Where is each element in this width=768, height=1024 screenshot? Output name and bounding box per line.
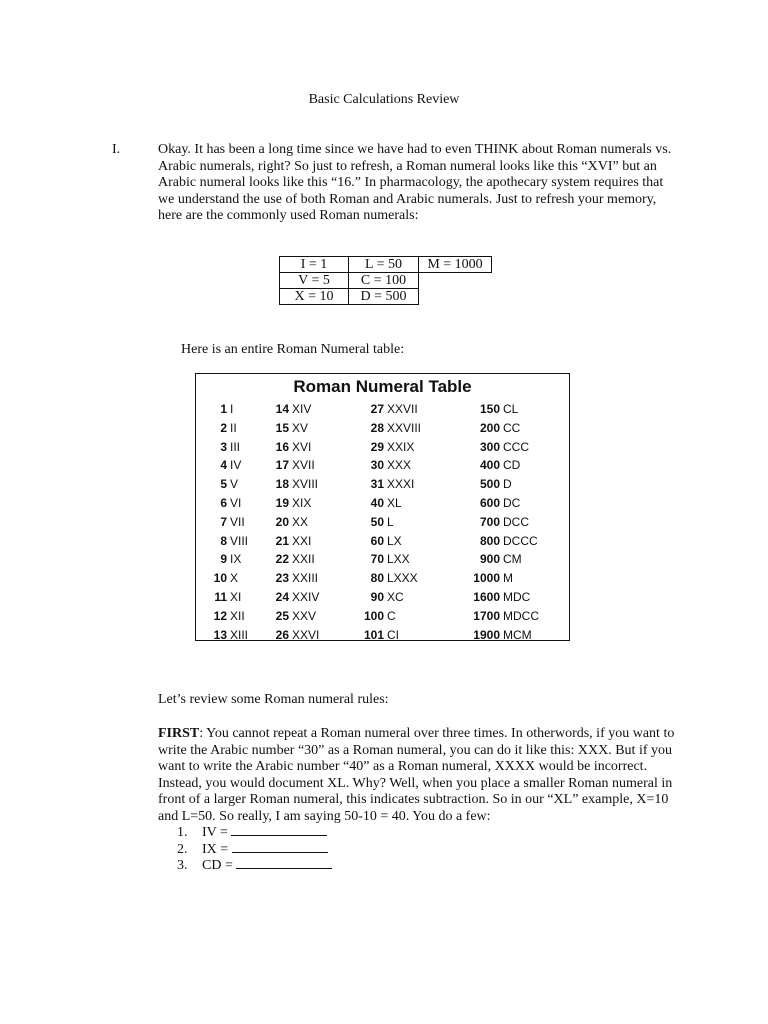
arabic-number: 31 xyxy=(370,477,384,492)
roman-table-row xyxy=(200,588,248,607)
roman-table-row xyxy=(200,475,248,494)
roman-numeral: XIX xyxy=(292,495,312,510)
roman-table-row xyxy=(268,438,319,457)
common-numerals-cell xyxy=(419,273,492,289)
roman-numeral: LX xyxy=(387,533,402,548)
answer-blank[interactable] xyxy=(231,824,327,836)
roman-table-row xyxy=(360,419,421,438)
roman-numeral: IX xyxy=(230,552,242,567)
roman-table-row xyxy=(268,513,319,532)
first-rule xyxy=(158,726,688,825)
exercise-item xyxy=(177,824,332,841)
roman-numeral: CI xyxy=(387,627,399,642)
roman-table-row xyxy=(360,626,421,645)
common-numerals-cell: I = 1 xyxy=(280,257,349,273)
roman-numeral: XXX xyxy=(387,458,412,473)
roman-numeral: XIII xyxy=(230,627,249,642)
roman-numeral: XVIII xyxy=(292,477,319,492)
roman-numeral: XX xyxy=(292,514,309,529)
arabic-number: 600 xyxy=(479,495,500,510)
roman-numeral: DCC xyxy=(503,514,529,529)
roman-table-row xyxy=(360,456,421,475)
arabic-number: 3 xyxy=(220,439,227,454)
common-numerals-cell: X = 10 xyxy=(280,289,349,305)
arabic-number: 2 xyxy=(220,420,227,435)
roman-table-row xyxy=(200,494,248,513)
roman-numeral: C xyxy=(387,608,396,623)
common-numerals-cell: M = 1000 xyxy=(419,257,492,273)
exercise-list xyxy=(177,824,332,874)
roman-table-row xyxy=(360,550,421,569)
arabic-number: 24 xyxy=(275,589,289,604)
arabic-number: 28 xyxy=(370,420,384,435)
roman-table-row xyxy=(360,494,421,513)
roman-numeral: DCCC xyxy=(503,533,538,548)
exercise-text: CD = xyxy=(202,858,233,873)
intro-text: Okay. It has been a long time since we have had to even THINK about Roman numerals vs. Arabic numerals, right? So just to refresh, a Roman numeral looks like this “XVI” but an Arabic numeral looks like this “16.” In pharmacology, the apothecary system requires that we understand the use of both Roman and Arabic numerals. Just to refresh your memory, here are the commonly used Roman numerals: xyxy=(158,142,672,223)
roman-numeral: CD xyxy=(503,458,521,473)
arabic-number: 700 xyxy=(479,514,500,529)
roman-table-row xyxy=(200,532,248,551)
roman-numeral: VII xyxy=(230,514,245,529)
arabic-number: 12 xyxy=(213,608,227,623)
roman-table-row xyxy=(268,532,319,551)
roman-numeral: XXI xyxy=(292,533,312,548)
common-numerals-table xyxy=(279,256,492,305)
roman-table-row xyxy=(268,626,319,645)
section-number: I. xyxy=(112,142,121,157)
roman-table-row xyxy=(268,456,319,475)
roman-table-row xyxy=(200,626,248,645)
roman-table-row xyxy=(470,456,539,475)
arabic-number: 21 xyxy=(275,533,289,548)
roman-table-row xyxy=(360,400,421,419)
roman-numeral: VI xyxy=(230,495,242,510)
arabic-number: 23 xyxy=(275,571,289,586)
roman-numeral: MDC xyxy=(503,589,531,604)
common-numerals-cell: C = 100 xyxy=(349,273,419,289)
roman-numeral: D xyxy=(503,477,512,492)
exercise-number: 2. xyxy=(177,841,188,857)
roman-numeral: L xyxy=(387,514,394,529)
roman-table-row xyxy=(470,438,539,457)
table-intro: Here is an entire Roman Numeral table: xyxy=(181,342,405,357)
exercise-number: 3. xyxy=(177,858,188,873)
arabic-number: 10 xyxy=(213,571,227,586)
roman-numeral: V xyxy=(230,477,239,492)
first-rule-text: : You cannot repeat a Roman numeral over three times. In otherwords, if you want to write the Arabic number “30” as a Roman numeral, you can do it like this: XXX. But if you want to write the Arabic number “40” as a Roman numeral, XXXX would be incorrect. Instead, you would document XL. Why? Well, when you place a smaller Roman numeral in front of a larger Roman numeral, this indicates subtraction. So in our “XL” example, X=10 and L=50. So really, I am saying 50-10 = 40. You do a few: xyxy=(158,726,675,824)
arabic-number: 15 xyxy=(275,420,289,435)
roman-numeral: XIV xyxy=(292,402,312,416)
arabic-number: 20 xyxy=(275,514,289,529)
roman-table-column xyxy=(268,400,319,644)
arabic-number: 50 xyxy=(370,514,384,529)
arabic-number: 26 xyxy=(275,627,289,642)
roman-table-row xyxy=(360,438,421,457)
roman-numeral: VIII xyxy=(230,533,249,548)
arabic-number: 1 xyxy=(220,402,227,416)
roman-numeral: XV xyxy=(292,420,309,435)
roman-numeral: MDCC xyxy=(503,608,539,623)
arabic-number: 13 xyxy=(213,627,227,642)
roman-table-row xyxy=(360,532,421,551)
roman-numeral: XL xyxy=(387,495,402,510)
arabic-number: 29 xyxy=(370,439,384,454)
common-numerals-row xyxy=(280,289,492,305)
roman-table-row xyxy=(200,456,248,475)
common-numerals-cell: D = 500 xyxy=(349,289,419,305)
common-numerals-row xyxy=(280,257,492,273)
arabic-number: 1600 xyxy=(473,589,500,604)
arabic-number: 17 xyxy=(275,458,289,473)
roman-table-row xyxy=(268,419,319,438)
roman-table-row xyxy=(360,475,421,494)
answer-blank[interactable] xyxy=(232,841,328,853)
roman-table-row xyxy=(360,569,421,588)
common-numerals-cell xyxy=(419,289,492,305)
roman-table-row xyxy=(268,494,319,513)
arabic-number: 7 xyxy=(220,514,227,529)
common-numerals-cell: L = 50 xyxy=(349,257,419,273)
roman-numeral: CC xyxy=(503,420,521,435)
roman-numeral: X xyxy=(230,571,239,586)
roman-table-row xyxy=(470,513,539,532)
arabic-number: 100 xyxy=(363,608,384,623)
roman-numeral: XXIV xyxy=(292,589,320,604)
exercise-item xyxy=(177,857,332,874)
arabic-number: 800 xyxy=(479,533,500,548)
roman-table-row xyxy=(200,513,248,532)
roman-table-row xyxy=(268,588,319,607)
roman-table-row xyxy=(470,607,539,626)
roman-table-row xyxy=(470,550,539,569)
roman-table-column xyxy=(360,400,421,644)
roman-table-row xyxy=(268,400,319,419)
roman-table-row xyxy=(360,513,421,532)
roman-table-row xyxy=(268,569,319,588)
arabic-number: 27 xyxy=(370,402,384,416)
roman-numeral: XXVI xyxy=(292,627,320,642)
exercise-number: 1. xyxy=(177,825,188,840)
roman-numeral: XXVII xyxy=(387,402,418,416)
arabic-number: 150 xyxy=(479,402,500,416)
roman-table-row xyxy=(200,438,248,457)
roman-table-row xyxy=(200,569,248,588)
roman-table-row xyxy=(470,475,539,494)
arabic-number: 200 xyxy=(479,420,500,435)
roman-table-row xyxy=(200,419,248,438)
arabic-number: 900 xyxy=(479,552,500,567)
page-title: Basic Calculations Review xyxy=(308,92,460,107)
roman-numeral: II xyxy=(230,420,237,435)
rules-intro: Let’s review some Roman numeral rules: xyxy=(158,692,389,707)
roman-table-row xyxy=(470,569,539,588)
arabic-number: 9 xyxy=(220,552,227,567)
roman-table-row xyxy=(360,588,421,607)
roman-table-row xyxy=(470,400,539,419)
arabic-number: 40 xyxy=(370,495,384,510)
roman-numeral: XI xyxy=(230,589,242,604)
roman-numeral: XII xyxy=(230,608,245,623)
arabic-number: 19 xyxy=(275,495,289,510)
roman-table-row xyxy=(200,550,248,569)
roman-numeral: XXIII xyxy=(292,571,319,586)
roman-numeral: CL xyxy=(503,402,519,416)
roman-numeral: XXV xyxy=(292,608,317,623)
roman-numeral: MCM xyxy=(503,627,532,642)
common-numerals-row xyxy=(280,273,492,289)
roman-table-row xyxy=(470,588,539,607)
roman-numeral: XXXI xyxy=(387,477,415,492)
roman-numeral: XXVIII xyxy=(387,420,422,435)
roman-table-column xyxy=(470,400,539,644)
roman-table-row xyxy=(360,607,421,626)
answer-blank[interactable] xyxy=(236,857,332,869)
arabic-number: 400 xyxy=(479,458,500,473)
roman-numeral: I xyxy=(230,402,234,416)
arabic-number: 11 xyxy=(214,589,227,604)
roman-numeral: XXIX xyxy=(387,439,415,454)
arabic-number: 4 xyxy=(220,458,227,473)
common-numerals-cell: V = 5 xyxy=(280,273,349,289)
arabic-number: 60 xyxy=(370,533,384,548)
roman-numeral: DC xyxy=(503,495,521,510)
roman-numeral: XXII xyxy=(292,552,315,567)
arabic-number: 300 xyxy=(479,439,500,454)
roman-table-row xyxy=(268,550,319,569)
roman-numeral-table xyxy=(195,373,570,641)
roman-numeral: M xyxy=(503,571,513,586)
roman-numeral: LXXX xyxy=(387,571,418,586)
roman-table-row xyxy=(268,607,319,626)
arabic-number: 5 xyxy=(220,477,227,492)
roman-numeral: XC xyxy=(387,589,404,604)
arabic-number: 80 xyxy=(370,571,384,586)
roman-numeral: CM xyxy=(503,552,522,567)
roman-numeral: XVII xyxy=(292,458,315,473)
roman-numeral: IV xyxy=(230,458,242,473)
first-rule-label: FIRST xyxy=(158,726,200,741)
arabic-number: 6 xyxy=(220,495,227,510)
arabic-number: 30 xyxy=(370,458,384,473)
roman-numeral: CCC xyxy=(503,439,529,454)
exercise-text: IV = xyxy=(202,825,228,840)
arabic-number: 500 xyxy=(479,477,500,492)
arabic-number: 1900 xyxy=(473,627,500,642)
arabic-number: 70 xyxy=(370,552,384,567)
exercise-item xyxy=(177,841,332,858)
roman-table-row xyxy=(200,400,248,419)
roman-numeral: LXX xyxy=(387,552,410,567)
roman-numeral: III xyxy=(230,439,241,454)
arabic-number: 22 xyxy=(275,552,289,567)
exercise-text: IX = xyxy=(202,841,229,857)
arabic-number: 90 xyxy=(370,589,384,604)
intro-paragraph xyxy=(158,142,678,225)
roman-table-row xyxy=(470,419,539,438)
arabic-number: 18 xyxy=(275,477,289,492)
roman-table-row xyxy=(268,475,319,494)
roman-table-row xyxy=(470,626,539,645)
arabic-number: 14 xyxy=(275,402,289,416)
roman-table-row xyxy=(470,494,539,513)
arabic-number: 1700 xyxy=(473,608,500,623)
arabic-number: 16 xyxy=(275,439,289,454)
arabic-number: 1000 xyxy=(473,571,500,586)
roman-table-row xyxy=(200,607,248,626)
roman-table-title: Roman Numeral Table xyxy=(293,377,472,396)
arabic-number: 8 xyxy=(220,533,227,548)
arabic-number: 101 xyxy=(363,627,384,642)
roman-table-row xyxy=(470,532,539,551)
roman-numeral: XVI xyxy=(292,439,312,454)
roman-table-column xyxy=(200,400,248,644)
arabic-number: 25 xyxy=(275,608,289,623)
